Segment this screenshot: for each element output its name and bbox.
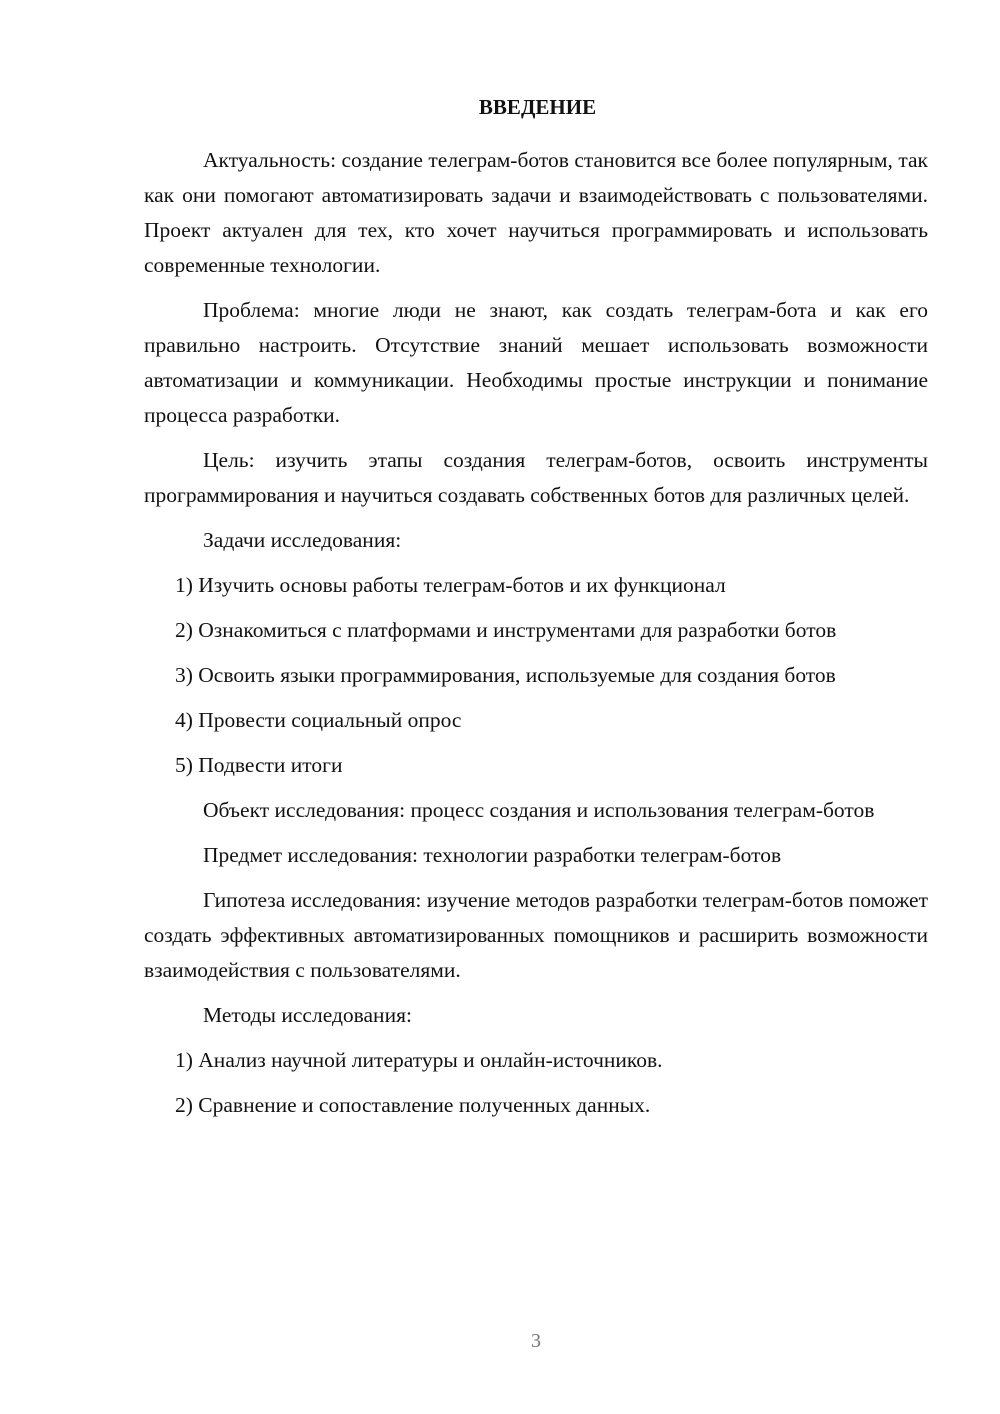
object-paragraph: Объект исследования: процесс создания и использования телеграм-ботов — [203, 798, 875, 822]
task-item: 5) Подвести итоги — [175, 753, 343, 777]
goal-paragraph: Цель: изучить этапы создания телеграм-ботов, освоить инструменты программирования и научиться создавать собственных ботов для различных целей. — [144, 448, 928, 507]
method-item: 1) Анализ научной литературы и онлайн-источников. — [175, 1048, 663, 1072]
problem-paragraph: Проблема: многие люди не знают, как создать телеграм-бота и как его правильно настроить. Отсутствие знаний мешает использовать возможности автоматизации и коммуникации. Необходимы простые инструкции и понимание процесса разработки. — [144, 298, 928, 427]
methods-heading: Методы исследования: — [203, 1003, 412, 1027]
tasks-heading: Задачи исследования: — [203, 528, 402, 552]
hypothesis-paragraph: Гипотеза исследования: изучение методов разработки телеграм-ботов поможет создать эффективных автоматизированных помощников и расширить возможности взаимодействия с пользователями. — [144, 888, 928, 982]
document-page — [144, 90, 928, 1133]
task-item: 3) Освоить языки программирования, используемые для создания ботов — [175, 663, 836, 687]
task-item: 1) Изучить основы работы телеграм-ботов и их функционал — [175, 573, 726, 597]
relevance-paragraph: Актуальность: создание телеграм-ботов становится все более популярным, так как они помогают автоматизировать задачи и взаимодействовать с пользователями. Проект актуален для тех, кто хочет научиться программировать и использовать современные технологии. — [144, 148, 928, 277]
section-title: ВВЕДЕНИЕ — [478, 95, 597, 119]
subject-paragraph: Предмет исследования: технологии разработки телеграм-ботов — [203, 843, 782, 867]
page-number: 3 — [531, 1330, 541, 1352]
task-item: 2) Ознакомиться с платформами и инструментами для разработки ботов — [175, 618, 837, 642]
task-item: 4) Провести социальный опрос — [175, 708, 462, 732]
method-item: 2) Сравнение и сопоставление полученных данных. — [175, 1093, 651, 1117]
